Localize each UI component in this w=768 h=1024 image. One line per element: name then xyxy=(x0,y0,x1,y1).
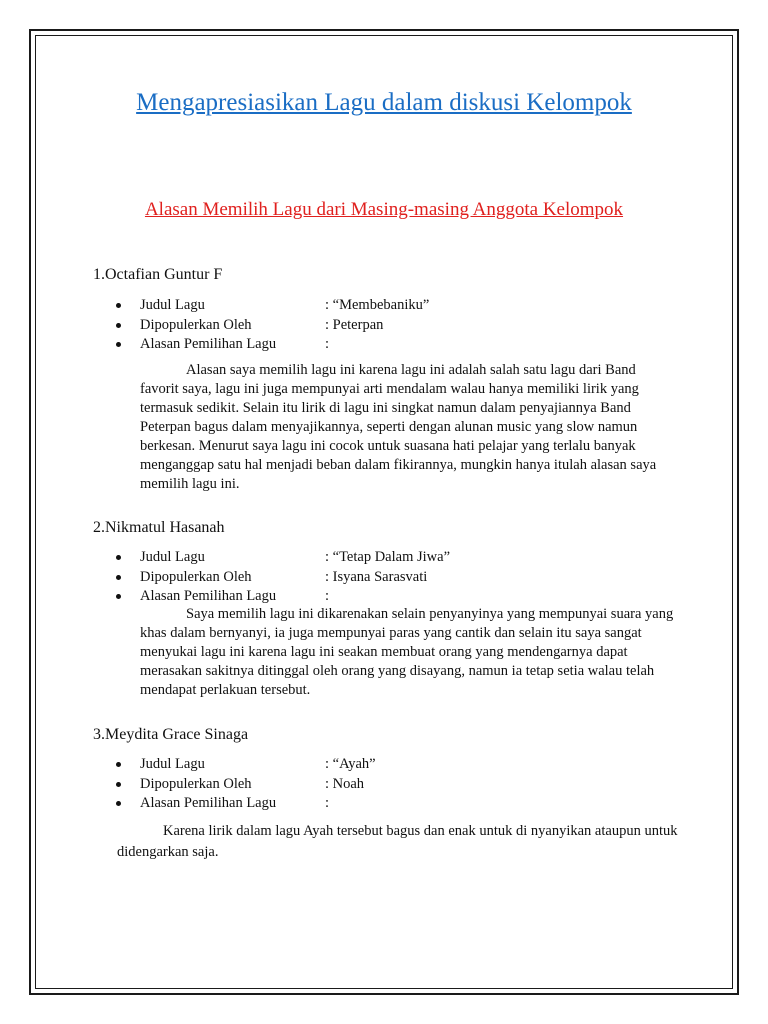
song-info-list xyxy=(110,548,670,607)
bullet-icon xyxy=(116,762,121,767)
song-title-row xyxy=(110,296,670,316)
reason-label-row xyxy=(110,335,670,355)
field-label: Dipopulerkan Oleh xyxy=(140,568,252,585)
field-label: Dipopulerkan Oleh xyxy=(140,775,252,792)
bullet-icon xyxy=(116,594,121,599)
song-info-list xyxy=(110,296,670,355)
field-value: : “Tetap Dalam Jiwa” xyxy=(325,549,450,565)
field-value: : xyxy=(325,336,330,352)
field-value: : xyxy=(325,795,330,811)
field-label: Alasan Pemilihan Lagu xyxy=(140,795,277,811)
field-label: Alasan Pemilihan Lagu xyxy=(140,336,277,352)
field-value: : Noah xyxy=(325,775,365,792)
bullet-icon xyxy=(116,323,121,328)
popularized-by-row xyxy=(110,316,670,336)
song-title-row xyxy=(110,548,670,568)
bullet-icon xyxy=(116,342,121,347)
field-label: Judul Lagu xyxy=(140,756,205,772)
field-value: : “Membebaniku” xyxy=(325,297,430,313)
field-label: Alasan Pemilihan Lagu xyxy=(140,588,277,604)
popularized-by-row xyxy=(110,775,670,795)
bullet-icon xyxy=(116,575,121,580)
song-title-row xyxy=(110,755,670,775)
bullet-icon xyxy=(116,782,121,787)
field-value: : Isyana Sarasvati xyxy=(325,568,428,585)
reason-label-row xyxy=(110,794,670,814)
reason-paragraph: Saya memilih lagu ini dikarenakan selain penyanyinya yang mempunyai suara yang khas dalam bernyanyi, ia juga mempunyai paras yang cantik dan selain itu saya sangat menyukai lagu ini karena lagu ini seakan membuat orang yang mendengarnya dapat merasakan sakitnya ditinggal oleh orang yang disayang, namun ia tetap setia walau telah mendapat perlakuan tersebut. xyxy=(140,606,674,698)
field-label: Judul Lagu xyxy=(140,549,205,565)
field-value: : Peterpan xyxy=(325,316,384,333)
bullet-icon xyxy=(116,303,121,308)
document-subtitle: Alasan Memilih Lagu dari Masing-masing Anggota Kelompok xyxy=(144,199,624,220)
field-label: Dipopulerkan Oleh xyxy=(140,316,252,333)
reason-label-row xyxy=(110,587,670,607)
field-value: : xyxy=(325,588,330,604)
reason-paragraph: Karena lirik dalam lagu Ayah tersebut bagus dan enak untuk di nyanyikan ataupun untuk didengarkan saja. xyxy=(117,823,678,860)
document-title: Mengapresiasikan Lagu dalam diskusi Kelompok xyxy=(136,89,632,116)
member-name: 1.Octafian Guntur F xyxy=(93,266,223,283)
song-info-list xyxy=(110,755,670,814)
bullet-icon xyxy=(116,555,121,560)
field-value: : “Ayah” xyxy=(325,756,376,772)
bullet-icon xyxy=(116,801,121,806)
popularized-by-row xyxy=(110,568,670,588)
member-name: 3.Meydita Grace Sinaga xyxy=(93,726,249,743)
member-name: 2.Nikmatul Hasanah xyxy=(93,519,225,536)
reason-paragraph: Alasan saya memilih lagu ini karena lagu ini adalah salah satu lagu dari Band favorit saya, lagu ini juga mempunyai arti mendalam walau hanya memiliki lirik yang termasuk sedikit. Selain itu lirik di lagu ini singkat namun dalam penyajiannya Band Peterpan bagus dalam menyajikannya, seperti dengan alunan music yang slow namun berkesan. Menurut saya lagu ini cocok untuk suasana hati pelajar yang terlalu banyak menganggap satu hal menjadi beban dalam fikirannya, mungkin hanya itulah alasan saya memilih lagu ini. xyxy=(140,362,657,492)
field-label: Judul Lagu xyxy=(140,297,205,313)
